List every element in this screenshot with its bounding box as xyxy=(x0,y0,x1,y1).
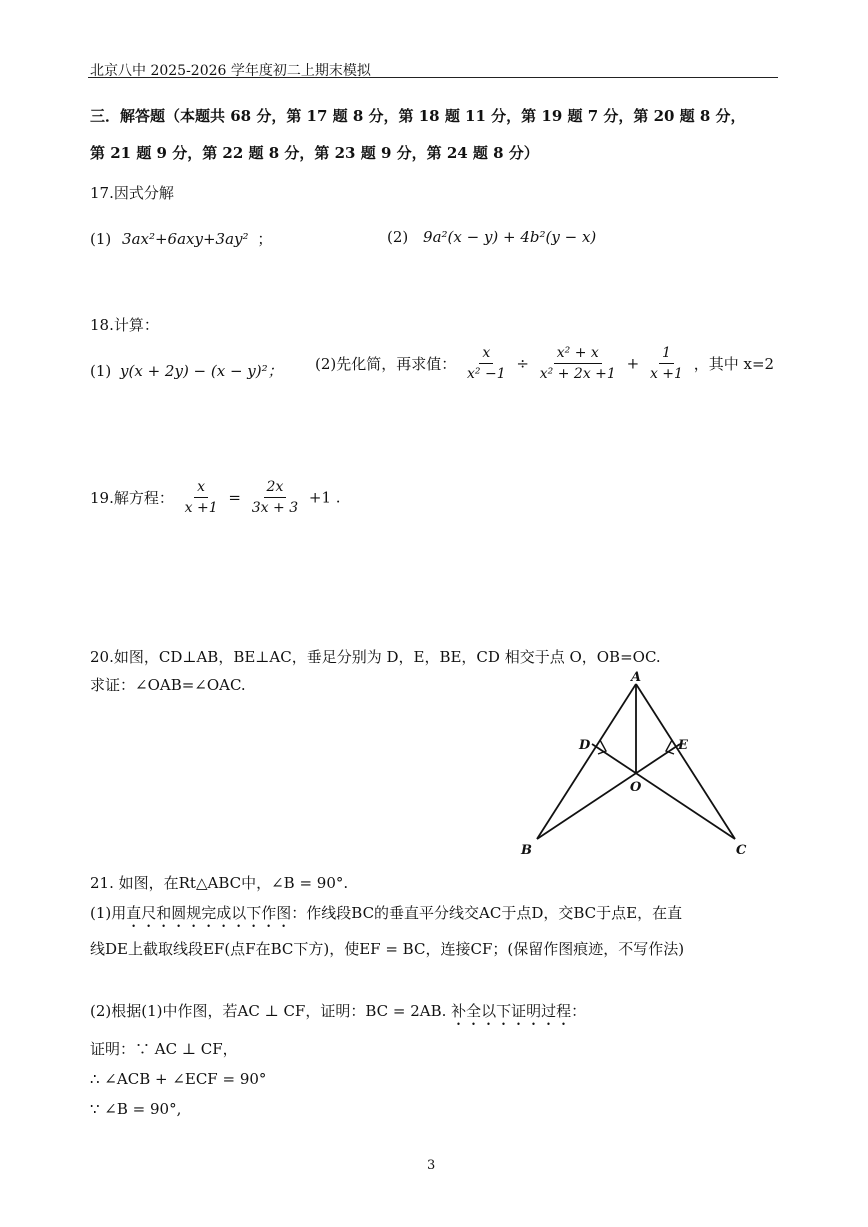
q19-f1-num: x xyxy=(194,478,208,498)
q21-line4-emphasis: 补全以下证明过程 xyxy=(451,1002,572,1020)
q21-line4 xyxy=(90,1000,586,1029)
section-heading-line2: 第 21 题 9 分，第 22 题 8 分，第 23 题 9 分，第 24 题 8 分） xyxy=(90,144,539,162)
q18-op2: + xyxy=(626,354,640,373)
segment-CD xyxy=(592,744,735,839)
q21-line4-pre: (2)根据(1)中作图，若AC ⊥ CF，证明：BC = 2AB. xyxy=(90,1002,452,1020)
label-E: E xyxy=(678,738,688,753)
q21-line4-post: ： xyxy=(571,1002,587,1020)
label-C: C xyxy=(736,843,747,858)
q17-p1-label: (1) xyxy=(90,230,112,248)
q18-f3-num: 1 xyxy=(659,344,674,364)
label-A: A xyxy=(631,670,642,685)
q17-p1-expr: 3ax²+6axy+3ay² xyxy=(122,230,249,248)
q19-title: 19.解方程： xyxy=(90,489,174,507)
page-number: 3 xyxy=(427,1158,436,1173)
q21-proof-line1: 证明：∵ AC ⊥ CF， xyxy=(90,1040,238,1058)
q18-tail: ，其中 x=2 xyxy=(693,355,775,373)
q20-line1: 20.如图，CD⊥AB，BE⊥AC，垂足分别为 D，E，BE，CD 相交于点 O，OB=OC. xyxy=(90,648,661,666)
q21-line1: 21. 如图，在Rt△ABC中，∠B = 90°. xyxy=(90,874,349,892)
q17-p2-label: (2) xyxy=(387,228,409,246)
q21-line2-post: ：作线段BC的垂直平分线交AC于点D，交BC于点E，在直 xyxy=(291,904,683,922)
label-D: D xyxy=(579,738,591,753)
q17-part2 xyxy=(387,228,596,246)
q17-title: 17.因式分解 xyxy=(90,184,174,202)
q18-fraction-2 xyxy=(537,344,619,383)
q18-f1-num: x xyxy=(479,344,493,364)
q21-line2-emphasis: 直尺和圆规完成以下作图 xyxy=(126,904,292,922)
q18-part1 xyxy=(90,360,283,381)
q17-p1-tail: ； xyxy=(257,230,273,248)
q18-part2 xyxy=(315,344,774,383)
q20-geometry-figure xyxy=(510,668,770,864)
section-heading-line1: 三．解答题（本题共 68 分，第 17 题 8 分，第 18 题 11 分，第 19 题 7 分，第 20 题 8 分， xyxy=(90,107,746,125)
q18-f1-den: x² −1 xyxy=(467,366,506,382)
q18-fraction-3 xyxy=(647,344,686,383)
q19-f2-num: 2x xyxy=(264,478,287,498)
q20-line2: 求证：∠OAB=∠OAC. xyxy=(90,676,246,694)
q18-f2-den: x² + 2x +1 xyxy=(539,366,616,382)
q19-fraction-2 xyxy=(249,478,301,517)
q21-line3: 线DE上截取线段EF(点F在BC下方)，使EF = BC，连接CF；(保留作图痕迹，不写作法) xyxy=(90,940,685,958)
q18-f2-num: x² + x xyxy=(554,344,602,364)
q19-equation xyxy=(90,478,341,517)
q19-equals: = xyxy=(228,488,241,507)
q18-p1-expr: y(x + 2y) − (x − y)²； xyxy=(120,362,283,380)
header-rule xyxy=(88,77,778,78)
q19-f1-den: x +1 xyxy=(184,500,218,516)
q21-line2 xyxy=(90,902,682,931)
q19-fraction-1 xyxy=(182,478,221,517)
segment-AB xyxy=(537,684,636,839)
q18-fraction-1 xyxy=(464,344,509,383)
q21-line2-pre: (1)用 xyxy=(90,904,127,922)
page-header: 北京八中 2025-2026 学年度初二上期末模拟 xyxy=(90,63,371,79)
q21-proof-line3: ∵ ∠B = 90°, xyxy=(90,1100,182,1118)
q18-p1-label: (1) xyxy=(90,362,112,380)
q17-p2-expr: 9a²(x − y) + 4b²(y − x) xyxy=(423,228,597,246)
segment-AC xyxy=(636,684,735,839)
q18-title: 18.计算： xyxy=(90,316,159,334)
q17-part1 xyxy=(90,228,272,249)
q19-tail: +1 . xyxy=(308,488,341,507)
q21-proof-line2: ∴ ∠ACB + ∠ECF = 90° xyxy=(90,1070,267,1088)
q18-op1: ÷ xyxy=(516,354,529,373)
q18-f3-den: x +1 xyxy=(649,366,683,382)
label-B: B xyxy=(521,843,532,858)
q19-f2-den: 3x + 3 xyxy=(251,500,299,516)
label-O: O xyxy=(630,780,642,795)
segment-BE xyxy=(537,744,680,839)
q18-p2-label: (2)先化简，再求值： xyxy=(315,355,457,373)
